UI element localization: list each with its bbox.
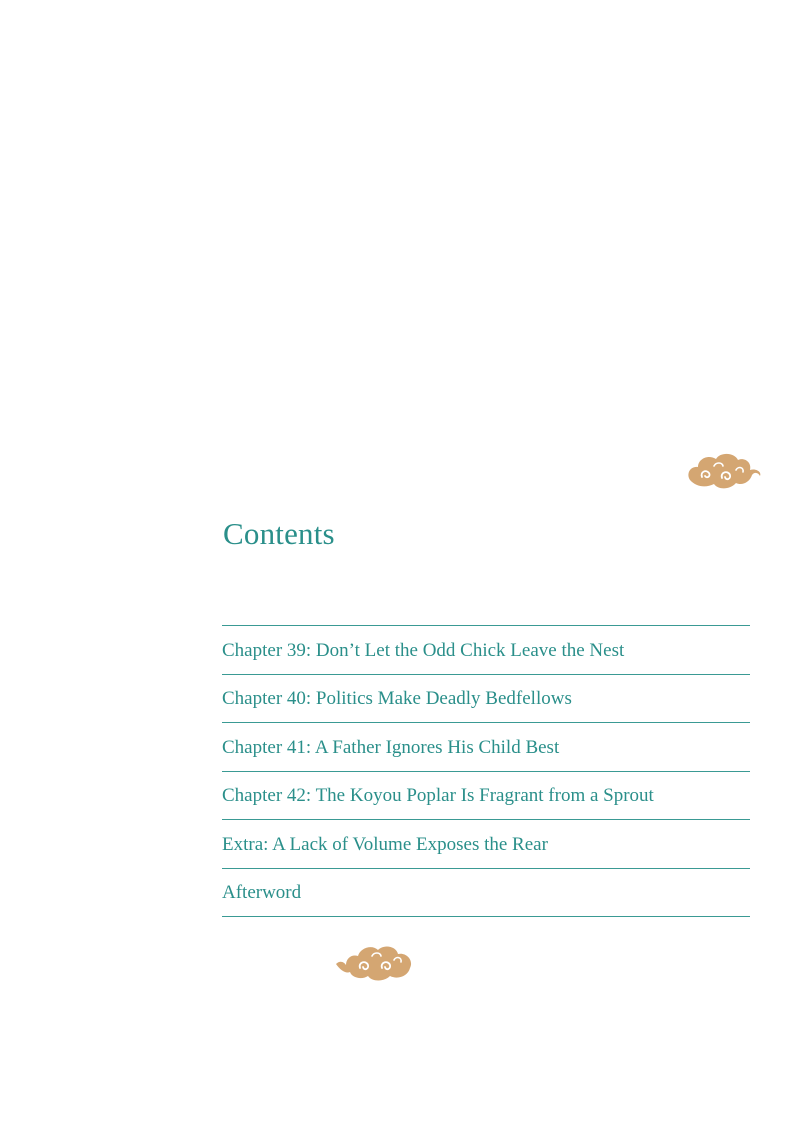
toc-item-label[interactable]: Chapter 42: The Koyou Poplar Is Fragrant from a Sprout (222, 785, 654, 807)
toc-item-afterword[interactable] (222, 869, 750, 918)
toc-item-label[interactable]: Chapter 41: A Father Ignores His Child Best (222, 736, 560, 758)
toc-item-label[interactable]: Chapter 39: Don’t Let the Odd Chick Leave the Nest (222, 639, 625, 661)
cloud-ornament-bottom-icon (334, 940, 414, 984)
toc-item-chapter-40[interactable] (222, 675, 750, 724)
toc-item-label[interactable]: Chapter 40: Politics Make Deadly Bedfellows (222, 688, 572, 710)
toc-item-chapter-39[interactable] (222, 626, 750, 675)
toc-item-chapter-42[interactable] (222, 772, 750, 821)
toc-item-extra[interactable] (222, 820, 750, 869)
toc-item-label[interactable]: Afterword (222, 882, 302, 904)
table-of-contents (222, 625, 750, 917)
toc-item-label[interactable]: Extra: A Lack of Volume Exposes the Rear (222, 833, 548, 855)
page-title: Contents (223, 516, 335, 551)
cloud-ornament-top-icon (684, 450, 764, 494)
toc-item-chapter-41[interactable] (222, 723, 750, 772)
